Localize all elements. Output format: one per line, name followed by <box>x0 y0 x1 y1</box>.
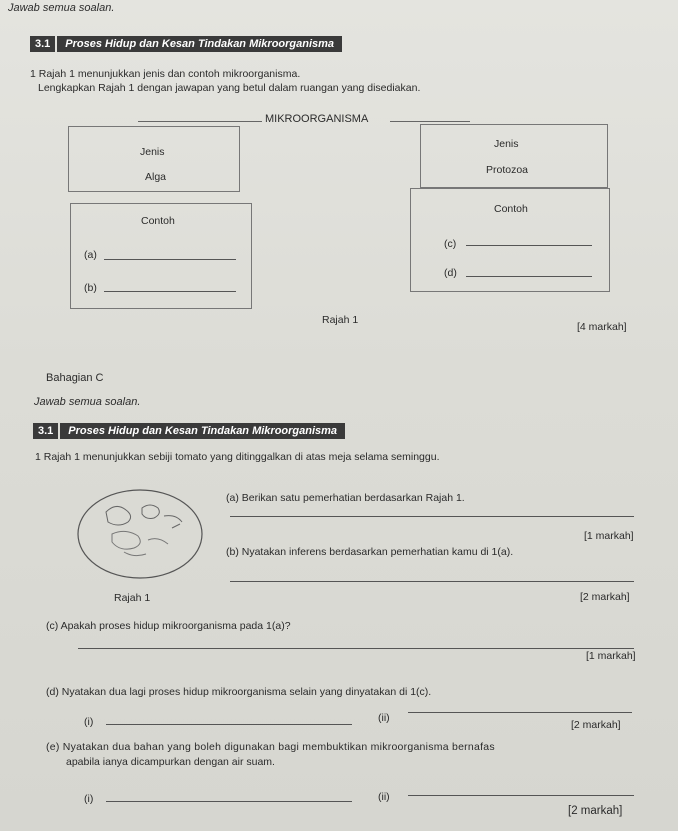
qe-i-line[interactable] <box>106 801 352 802</box>
qc-answer-line[interactable] <box>78 648 634 649</box>
blank-d-label: (d) <box>444 267 457 279</box>
right-jenis-label: Jenis <box>494 138 519 150</box>
qb-answer-line[interactable] <box>230 581 634 582</box>
qd-i-line[interactable] <box>106 724 352 725</box>
right-jenis-box <box>420 124 608 188</box>
qe-line2: apabila ianya dicampurkan dengan air suam. <box>66 756 275 768</box>
blank-c-line[interactable] <box>466 245 592 246</box>
blank-a-line[interactable] <box>104 259 236 260</box>
bottom-section-title: Proses Hidup dan Kesan Tindakan Mikroorganisma <box>60 423 345 439</box>
top-section-number: 3.1 <box>30 36 55 52</box>
qa-answer-line[interactable] <box>230 516 634 517</box>
left-contoh-label: Contoh <box>141 215 175 227</box>
top-q1-instruction: Lengkapkan Rajah 1 dengan jawapan yang betul dalam ruangan yang disediakan. <box>38 82 421 94</box>
qa-marks: [1 markah] <box>584 530 634 542</box>
diagram-title: MIKROORGANISMA <box>265 113 369 125</box>
qd-ii-label: (ii) <box>378 712 390 724</box>
diagram-line-left <box>138 121 262 122</box>
qe-marks: [2 markah] <box>568 805 623 817</box>
tomato-caption: Rajah 1 <box>114 592 151 604</box>
bottom-section-header <box>33 423 345 439</box>
bottom-q1-text: 1 Rajah 1 menunjukkan sebiji tomato yang ditinggalkan di atas meja selama seminggu. <box>35 451 440 463</box>
bottom-section-number: 3.1 <box>33 423 58 439</box>
right-contoh-label: Contoh <box>494 203 528 215</box>
qd-marks: [2 markah] <box>571 719 621 731</box>
top-diagram-caption: Rajah 1 <box>322 314 359 326</box>
top-section-header <box>30 36 342 52</box>
bahagian-label: Bahagian C <box>46 372 104 384</box>
top-q1-text: 1 Rajah 1 menunjukkan jenis dan contoh mikroorganisma. <box>30 68 301 80</box>
qc-text: (c) Apakah proses hidup mikroorganisma pada 1(a)? <box>46 620 291 632</box>
qb-text: (b) Nyatakan inferens berdasarkan pemerhatian kamu di 1(a). <box>226 546 514 558</box>
qa-text: (a) Berikan satu pemerhatian berdasarkan Rajah 1. <box>226 492 465 504</box>
qd-ii-line[interactable] <box>408 712 632 713</box>
qe-ii-line[interactable] <box>408 795 634 796</box>
blank-c-label: (c) <box>444 238 457 250</box>
qe-i-label: (i) <box>84 793 94 805</box>
top-section-title: Proses Hidup dan Kesan Tindakan Mikroorganisma <box>57 36 342 52</box>
qe-ii-label: (ii) <box>378 791 390 803</box>
bottom-instruction: Jawab semua soalan. <box>34 396 141 408</box>
blank-d-line[interactable] <box>466 276 592 277</box>
qe-line1: (e) Nyatakan dua bahan yang boleh digunakan bagi membuktikan mikroorganisma bernafas <box>46 741 495 753</box>
blank-b-line[interactable] <box>104 291 236 292</box>
qd-text: (d) Nyatakan dua lagi proses hidup mikroorganisma selain yang dinyatakan di 1(c). <box>46 686 432 698</box>
diagram-line-right <box>390 121 470 122</box>
left-jenis-value: Alga <box>145 171 167 183</box>
qb-marks: [2 markah] <box>580 591 630 603</box>
left-jenis-label: Jenis <box>140 146 165 158</box>
blank-b-label: (b) <box>84 282 97 294</box>
qc-marks: [1 markah] <box>586 650 636 662</box>
blank-a-label: (a) <box>84 249 97 261</box>
tomato-sketch <box>72 482 208 582</box>
qd-i-label: (i) <box>84 716 94 728</box>
top-marks: [4 markah] <box>577 321 627 333</box>
top-instruction: Jawab semua soalan. <box>8 2 115 14</box>
right-jenis-value: Protozoa <box>486 164 529 176</box>
